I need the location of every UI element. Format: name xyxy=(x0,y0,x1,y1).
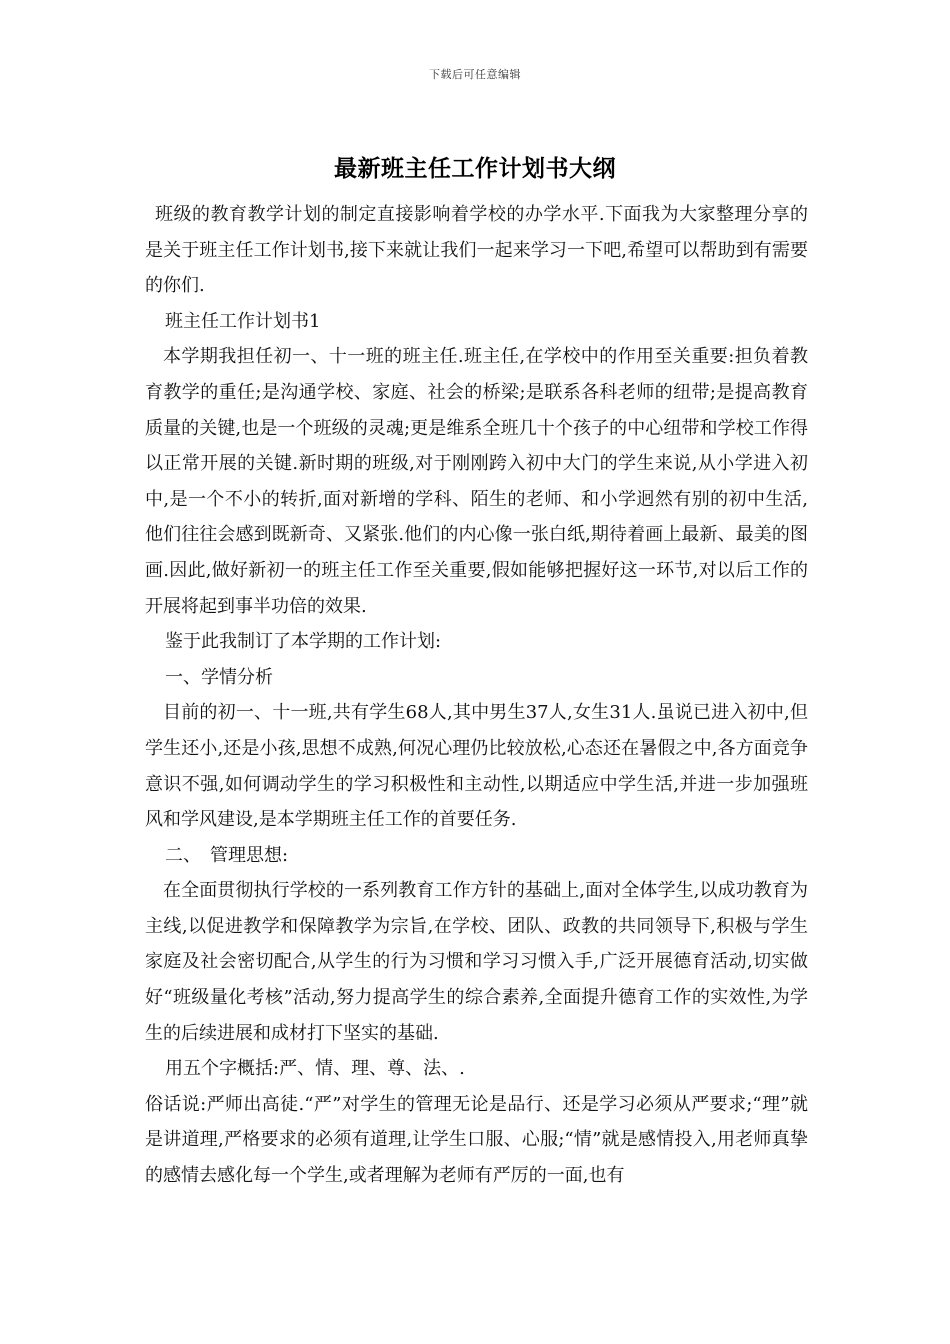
paragraph-analysis: 目前的初一、十一班,共有学生68人,其中男生37人,女生31人.虽说已进入初中,但学生还小,还是小孩,思想不成熟,何况心理仍比较放松,心态还在暑假之中,各方面竞争意识不强,如何调动学生的学习积极性和主动性,以期适应中学生活,并进一步加强班风和学风建设,是本学期班主任工作的首要任务. xyxy=(145,702,808,831)
section-heading-management: 二、 管理思想: xyxy=(165,844,289,866)
paragraph-summary: 用五个字概括:严、情、理、尊、法、. xyxy=(165,1058,465,1080)
section-heading-analysis: 一、学情分析 xyxy=(165,666,273,688)
header-note: 下载后可任意编辑 xyxy=(429,68,521,81)
paragraph-body: 本学期我担任初一、十一班的班主任.班主任,在学校中的作用至关重要:担负着教育教学的重任;是沟通学校、家庭、社会的桥梁;是联系各科老师的纽带;是提高教育质量的关键,也是一个班级的灵魂;更是维系全班几十个孩子的中心纽带和学校工作得以正常开展的关键.新时期的班级,对于刚刚跨入初中大门的学生来说,从小学进入初中,是一个不小的转折,面对新增的学科、陌生的老师、和小学迥然有别的初中生活,他们往往会感到既新奇、又紧张.他们的内心像一张白纸,期待着画上最新、最美的图画.因此,做好新初一的班主任工作至关重要,假如能够把握好这一环节,对以后工作的开展将起到事半功倍的效果. xyxy=(145,346,808,617)
paragraph-intro: 班级的教育教学计划的制定直接影响着学校的办学水平.下面我为大家整理分享的是关于班主任工作计划书,接下来就让我们一起来学习一下吧,希望可以帮助到有需要的你们. xyxy=(145,204,808,297)
paragraph-subheading: 班主任工作计划书1 xyxy=(165,310,321,332)
paragraph-saying: 俗话说:严师出高徒.“严”对学生的管理无论是品行、还是学习必须从严要求;“理”就是讲道理,严格要求的必须有道理,让学生口服、心服;“情”就是感情投入,用老师真挚的感情去感化每一个学生,或者理解为老师有严厉的一面,也有 xyxy=(145,1093,808,1187)
paragraph-management: 在全面贯彻执行学校的一系列教育工作方针的基础上,面对全体学生,以成功教育为主线,以促进教学和保障教学为宗旨,在学校、团队、政教的共同领导下,积极与学生家庭及社会密切配合,从学生的行为习惯和学习习惯入手,广泛开展德育活动,切实做好“班级量化考核”活动,努力提高学生的综合素养,全面提升德育工作的实效性,为学生的后续进展和成材打下坚实的基础. xyxy=(145,880,808,1044)
paragraph-lead: 鉴于此我制订了本学期的工作计划: xyxy=(165,631,442,653)
document-title: 最新班主任工作计划书大纲 xyxy=(334,155,616,182)
document-body xyxy=(145,197,808,1194)
